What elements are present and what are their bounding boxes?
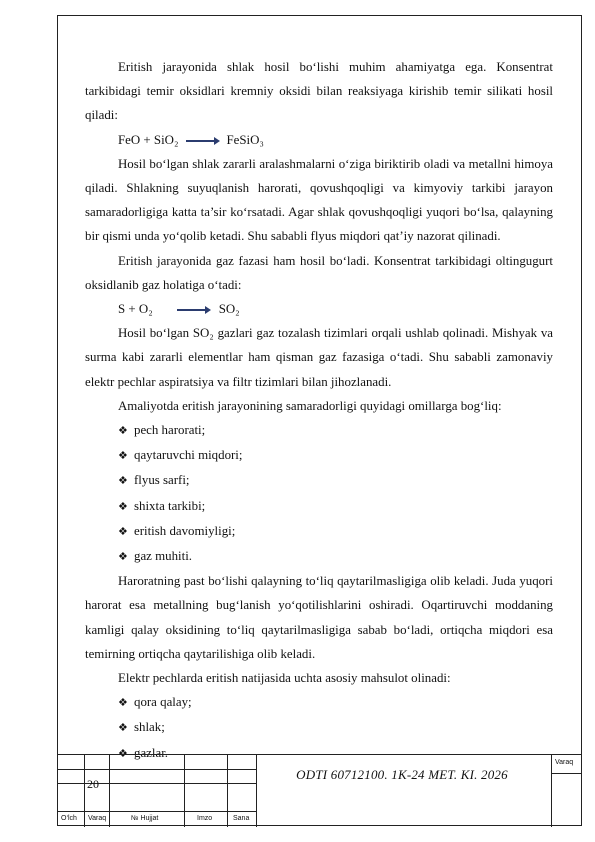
paragraph-gas-phase: Eritish jarayonida gaz fazasi ham hosil bo‘ladi. Konsentrat tarkibidagi oltingugurt oksidlanib gaz holatiga o‘tadi:: [85, 253, 553, 292]
diamond-bullet-icon: ❖: [118, 747, 128, 760]
list-item: ❖ shlak;: [118, 715, 553, 740]
paragraph-slag-properties: Hosil bo‘lgan shlak zararli aralashmalarni o‘ziga biriktirib oladi va metallni himoya qiladi. Shlakning suyuqlanish harorati, qovushqoqligi va kimyoviy tarkibi jarayon samaradorligiga katta ta’sir ko‘rsatadi. Agar shlak qovushqoqligi yuqori bo‘lsa, qalayning bir qismi unda yo‘qolib ketadi. Shu sababli flyus miqdori qat’iy nazorat qilinadi.: [85, 156, 553, 244]
col-varaq-label: Varaq: [88, 815, 107, 822]
equation-right: FeSiO₃: [226, 132, 264, 147]
list-item: ❖ qaytaruvchi miqdori;: [118, 443, 553, 468]
equation-sulfur-dioxide: [85, 297, 553, 321]
paragraph-products-intro: Elektr pechlarda eritish natijasida uchta asosiy mahsulot olinadi:: [118, 671, 451, 686]
diamond-bullet-icon: ❖: [118, 722, 128, 735]
list-item: ❖ pech harorati;: [118, 418, 553, 443]
varaq-label: Varaq: [555, 759, 574, 766]
col-sana-label: Sana: [233, 815, 250, 822]
diamond-bullet-icon: ❖: [118, 475, 128, 488]
paragraph-temperature-effects: Haroratning past bo‘lishi qalayning to‘liq qaytarilmasligiga olib keladi. Juda yuqori harorat esa metallning bug‘lanish yo‘qotilishlarini oshiradi. Oqartiruvchi moddaning kamligi qalay oksidining to‘liq qaytarilmasligiga sabab bo‘ladi, ortiqcha miqdori esa temirning ortiqcha qaytarilishiga olib keladi.: [85, 574, 553, 661]
col-olch-label: O‘lch: [61, 815, 77, 822]
diamond-bullet-icon: ❖: [118, 450, 128, 463]
diamond-bullet-icon: ❖: [118, 525, 128, 538]
list-item: ❖ gazlar.: [118, 741, 553, 766]
col-imzo-label: Imzo: [197, 815, 213, 822]
equation-iron-silicate: [85, 128, 553, 152]
equation-left: S + O₂: [118, 302, 153, 317]
document-body: [85, 55, 553, 766]
diamond-bullet-icon: ❖: [118, 551, 128, 564]
paragraph-factors-intro: Amaliyotda eritish jarayonining samaradorligi quyidagi omillarga bog‘liq:: [118, 398, 502, 413]
list-item: ❖ qora qalay;: [118, 690, 553, 715]
list-item: ❖ shixta tarkibi;: [118, 494, 553, 519]
list-item: ❖ eritish davomiyligi;: [118, 519, 553, 544]
page-number: 20: [87, 777, 99, 791]
equation-right: SO₂: [218, 302, 240, 317]
factors-list: [85, 418, 553, 569]
paragraph-gas-cleaning: Hosil bo‘lgan SO₂ gazlari gaz tozalash tizimlari orqali ushlab qolinadi. Mishyak va surma kabi zararli elementlar ham qisman gaz fazasiga o‘tadi. Shu sababli zamonaviy elektr pechlar aspiratsiya va filtr tizimlari bilan jihozlanadi.: [85, 326, 553, 389]
diamond-bullet-icon: ❖: [118, 425, 128, 438]
diamond-bullet-icon: ❖: [118, 697, 128, 710]
reaction-arrow-icon: [186, 140, 216, 142]
list-item: ❖ flyus sarfi;: [118, 468, 553, 493]
diamond-bullet-icon: ❖: [118, 500, 128, 513]
equation-left: FeO + SiO₂: [118, 132, 179, 147]
title-block-stamp: [57, 754, 582, 827]
document-code: ODTI 60712100. 1K-24 MET. KI. 2026: [296, 767, 508, 782]
col-hujjat-label: № Hujjat: [131, 815, 159, 822]
paragraph-slag-formation: Eritish jarayonida shlak hosil bo‘lishi muhim ahamiyatga ega. Konsentrat tarkibidagi temir oksidlari kremniy oksidi bilan reaksiyaga kirishib temir silikati hosil qiladi:: [85, 60, 553, 123]
reaction-arrow-icon: [177, 309, 207, 311]
list-item: ❖ gaz muhiti.: [118, 544, 553, 569]
